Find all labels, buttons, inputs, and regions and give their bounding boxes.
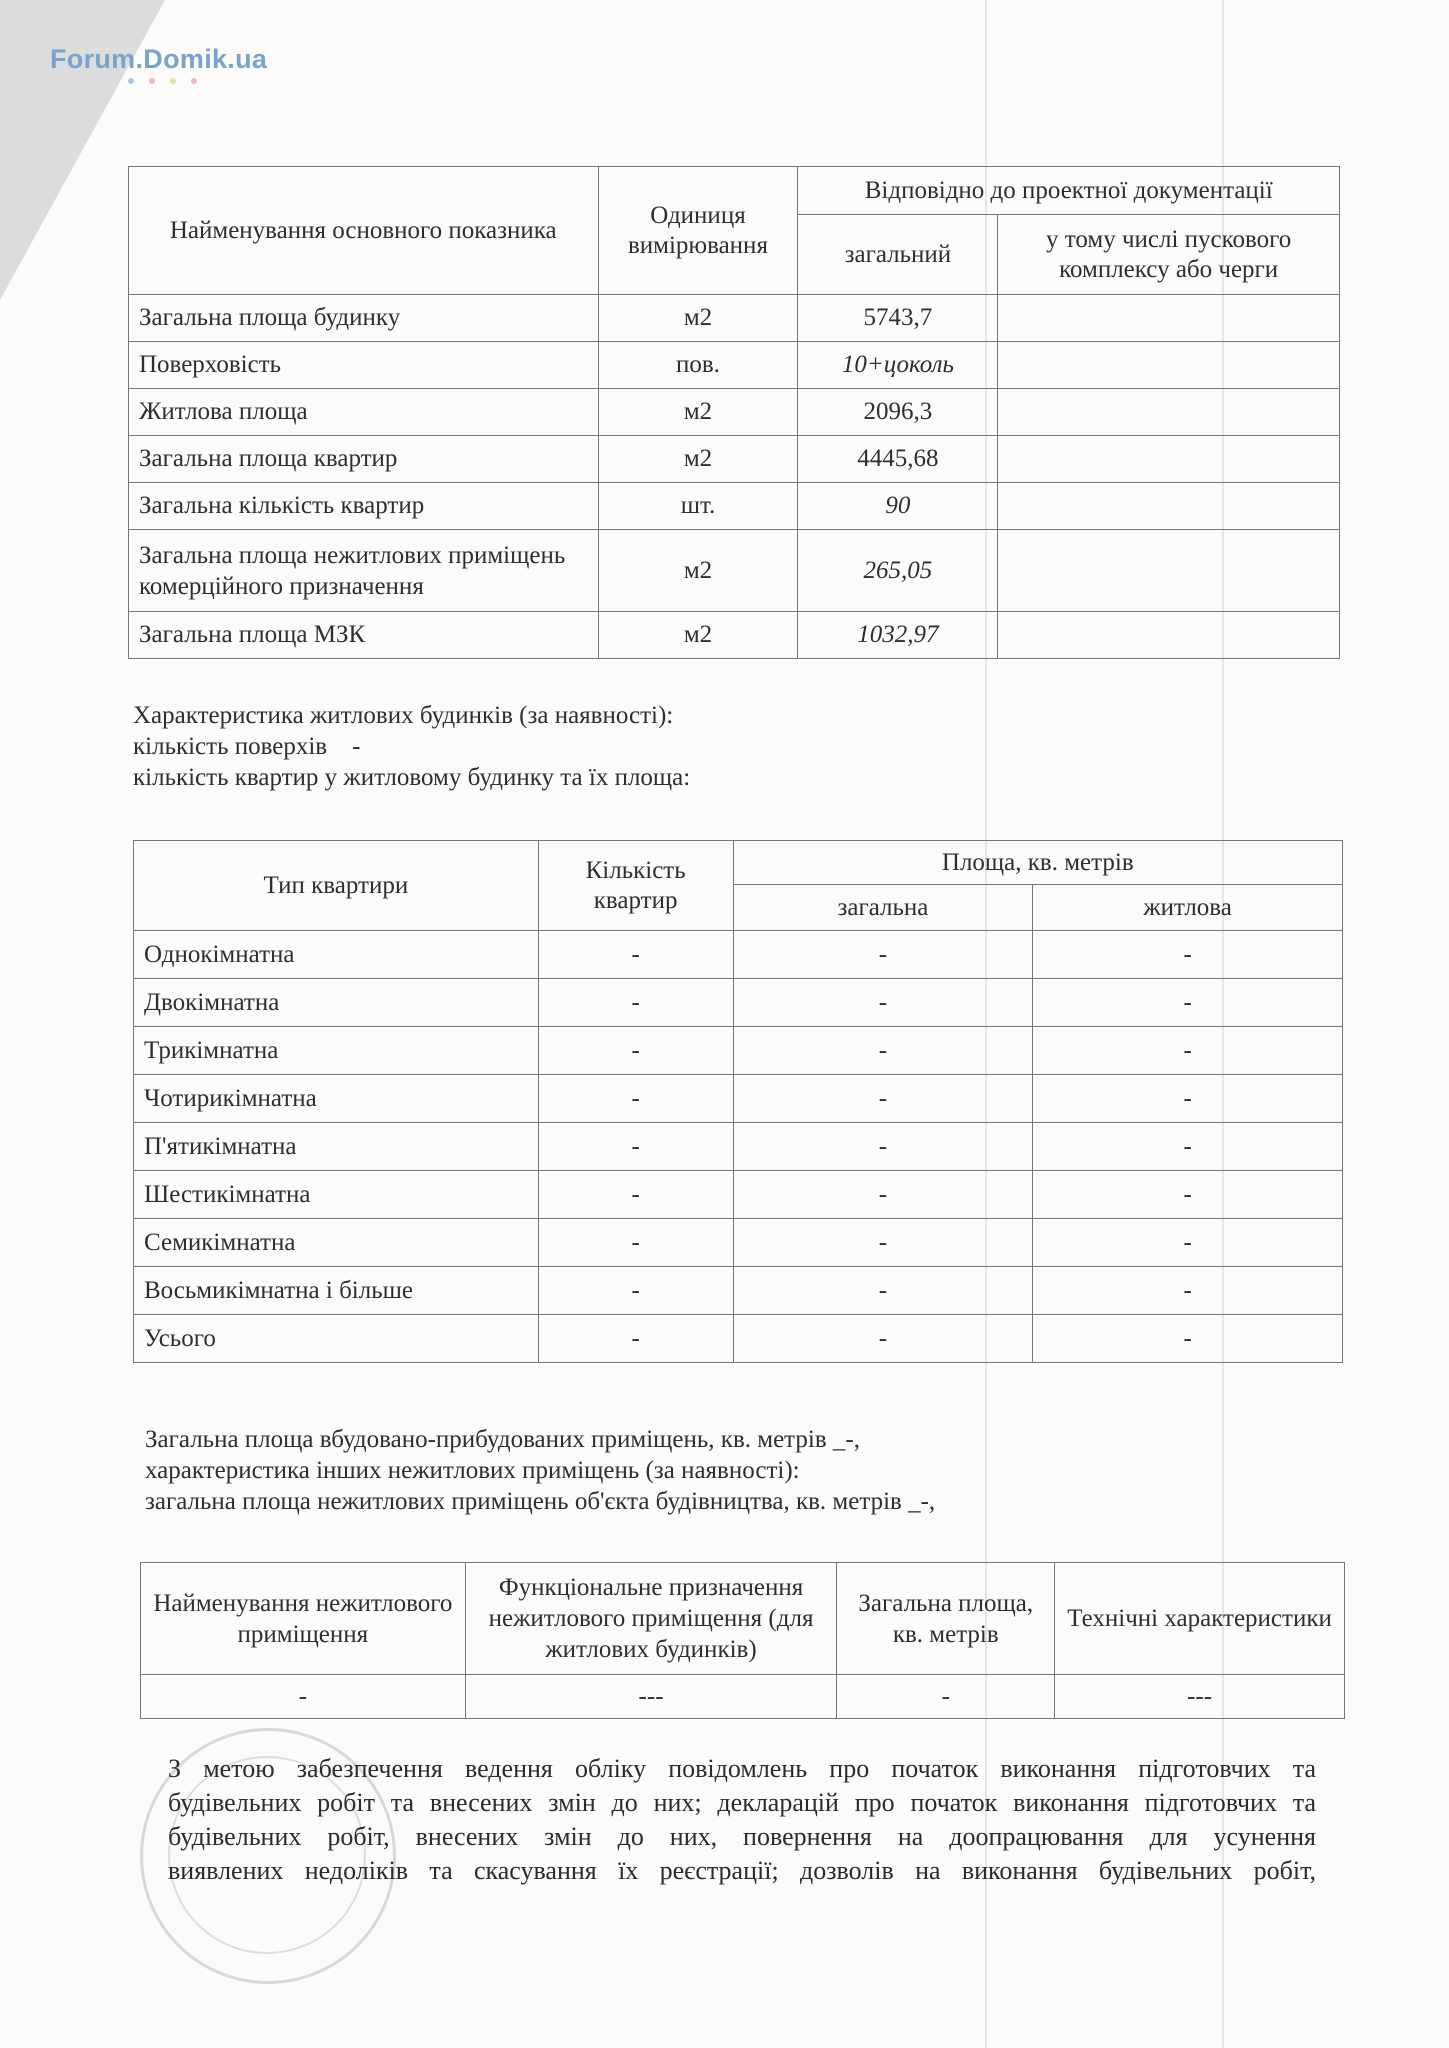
- indicator-including: [998, 483, 1340, 530]
- apartment-area-total: -: [733, 979, 1033, 1027]
- indicator-name: Загальна площа будинку: [129, 295, 599, 342]
- apartment-area-total: -: [733, 1075, 1033, 1123]
- residential-characteristics-text: [133, 700, 690, 793]
- header-unit: Одиниця вимірювання: [598, 167, 798, 295]
- apartment-type: Трикімнатна: [134, 1027, 539, 1075]
- indicator-including: [998, 342, 1340, 389]
- apartment-area-living: -: [1033, 1027, 1343, 1075]
- indicator-unit: м2: [598, 530, 798, 612]
- apartment-area-living: -: [1033, 1171, 1343, 1219]
- apartment-area-living: -: [1033, 1075, 1343, 1123]
- indicator-unit: пов.: [598, 342, 798, 389]
- non-residential-table: [140, 1562, 1345, 1719]
- table-row: [129, 436, 1340, 483]
- apartment-area-total: -: [733, 1219, 1033, 1267]
- table-row: [134, 931, 1343, 979]
- watermark-dot: [170, 78, 176, 84]
- apartment-area-living: -: [1033, 1123, 1343, 1171]
- apartment-area-total: -: [733, 1315, 1033, 1363]
- table-row: [129, 342, 1340, 389]
- header-area-total: загальна: [733, 885, 1033, 931]
- table-row: [129, 612, 1340, 659]
- table-row: [129, 389, 1340, 436]
- indicator-unit: м2: [598, 436, 798, 483]
- text-line: характеристика інших нежитлових приміщень (за наявності):: [145, 1457, 800, 1484]
- non-residential-text: [145, 1424, 935, 1517]
- indicator-unit: м2: [598, 389, 798, 436]
- indicator-name: Загальна площа нежитлових приміщень комерційного призначення: [129, 530, 599, 612]
- header-project-docs: Відповідно до проектної документації: [798, 167, 1340, 215]
- apartment-count: -: [538, 931, 733, 979]
- apartment-area-living: -: [1033, 1219, 1343, 1267]
- apartment-area-total: -: [733, 1027, 1033, 1075]
- apartment-area-living: -: [1033, 979, 1343, 1027]
- header-including: у тому числі пускового комплексу або черги: [998, 215, 1340, 295]
- apartment-type: Усього: [134, 1315, 539, 1363]
- apartment-area-living: -: [1033, 1315, 1343, 1363]
- apartment-count: -: [538, 1171, 733, 1219]
- table-row: [129, 530, 1340, 612]
- indicator-name: Поверховість: [129, 342, 599, 389]
- table-row: [134, 1267, 1343, 1315]
- apartment-type: П'ятикімнатна: [134, 1123, 539, 1171]
- watermark-dot: [128, 78, 134, 84]
- table-row: [134, 1315, 1343, 1363]
- apartment-count: -: [538, 1267, 733, 1315]
- apartment-type: Восьмикімнатна і більше: [134, 1267, 539, 1315]
- indicator-including: [998, 295, 1340, 342]
- indicator-name: Загальна площа МЗК: [129, 612, 599, 659]
- apartment-area-total: -: [733, 931, 1033, 979]
- apartment-area-living: -: [1033, 931, 1343, 979]
- table-row: [141, 1675, 1345, 1719]
- premises-tech: ---: [1055, 1675, 1345, 1719]
- indicator-total: 1032,97: [798, 612, 998, 659]
- indicator-including: [998, 530, 1340, 612]
- apartment-type: Однокімнатна: [134, 931, 539, 979]
- premises-function: ---: [465, 1675, 837, 1719]
- apartment-count: -: [538, 1315, 733, 1363]
- text-line: кількість квартир у житловому будинку та їх площа:: [133, 764, 691, 791]
- text-line: Характеристика житлових будинків (за наявності):: [133, 702, 674, 729]
- indicator-total: 2096,3: [798, 389, 998, 436]
- header-area-living: житлова: [1033, 885, 1343, 931]
- apartment-area-total: -: [733, 1267, 1033, 1315]
- apartment-count: -: [538, 1075, 733, 1123]
- header-premises-tech: Технічні характеристики: [1055, 1563, 1345, 1675]
- watermark-dot: [191, 78, 197, 84]
- apartment-type: Семикімнатна: [134, 1219, 539, 1267]
- header-premises-name: Найменування нежитлового приміщення: [141, 1563, 466, 1675]
- watermark-logo: Forum.Domik.ua: [50, 44, 268, 74]
- table-row: [134, 1027, 1343, 1075]
- header-area: Площа, кв. метрів: [733, 841, 1342, 885]
- indicator-unit: м2: [598, 612, 798, 659]
- header-apartment-count: Кількість квартир: [538, 841, 733, 931]
- text-line: будівельних робіт та внесених змін до них; декларацій про початок виконання підготовчих та: [168, 1788, 1316, 1817]
- apartment-type: Шестикімнатна: [134, 1171, 539, 1219]
- apartment-area-total: -: [733, 1171, 1033, 1219]
- text-line: загальна площа нежитлових приміщень об'єкта будівництва, кв. метрів _-,: [145, 1488, 936, 1515]
- apartment-area-living: -: [1033, 1267, 1343, 1315]
- indicator-including: [998, 436, 1340, 483]
- header-premises-area: Загальна площа, кв. метрів: [837, 1563, 1055, 1675]
- text-line: будівельних робіт, внесених змін до них, повернення на доопрацювання для усунення: [168, 1822, 1316, 1851]
- indicator-name: Загальна кількість квартир: [129, 483, 599, 530]
- text-line: виявлених недоліків та скасування їх реєстрації; дозволів на виконання будівельних робіт,: [168, 1856, 1316, 1885]
- indicator-name: Загальна площа квартир: [129, 436, 599, 483]
- text-line: кількість поверхів -: [133, 733, 361, 760]
- table-row: [134, 1219, 1343, 1267]
- apartment-count: -: [538, 1123, 733, 1171]
- indicator-including: [998, 612, 1340, 659]
- indicator-total: 10+цоколь: [798, 342, 998, 389]
- watermark-dots: [128, 78, 197, 84]
- apartment-type: Двокімнатна: [134, 979, 539, 1027]
- table-row: [134, 1075, 1343, 1123]
- table-row: [134, 1171, 1343, 1219]
- premises-name: -: [141, 1675, 466, 1719]
- indicator-name: Житлова площа: [129, 389, 599, 436]
- apartment-count: -: [538, 1219, 733, 1267]
- table-row: [129, 483, 1340, 530]
- watermark-dot: [149, 78, 155, 84]
- text-line: З метою забезпечення ведення обліку повідомлень про початок виконання підготовчих та: [168, 1754, 1316, 1783]
- header-indicator-name: Найменування основного показника: [129, 167, 599, 295]
- main-indicators-table: [128, 166, 1340, 659]
- indicator-total: 90: [798, 483, 998, 530]
- indicator-total: 5743,7: [798, 295, 998, 342]
- indicator-total: 265,05: [798, 530, 998, 612]
- indicator-total: 4445,68: [798, 436, 998, 483]
- premises-area: -: [837, 1675, 1055, 1719]
- indicator-including: [998, 389, 1340, 436]
- apartment-count: -: [538, 979, 733, 1027]
- header-total: загальний: [798, 215, 998, 295]
- header-apartment-type: Тип квартири: [134, 841, 539, 931]
- indicator-unit: м2: [598, 295, 798, 342]
- apartment-area-total: -: [733, 1123, 1033, 1171]
- apartment-count: -: [538, 1027, 733, 1075]
- bottom-paragraph: [168, 1752, 1316, 1888]
- table-row: [134, 979, 1343, 1027]
- text-line: Загальна площа вбудовано-прибудованих приміщень, кв. метрів _-,: [145, 1426, 860, 1453]
- indicator-unit: шт.: [598, 483, 798, 530]
- table-row: [134, 1123, 1343, 1171]
- apartments-table: [133, 840, 1343, 1363]
- table-row: [129, 295, 1340, 342]
- header-premises-function: Функціональне призначення нежитлового приміщення (для житлових будинків): [465, 1563, 837, 1675]
- apartment-type: Чотирикімнатна: [134, 1075, 539, 1123]
